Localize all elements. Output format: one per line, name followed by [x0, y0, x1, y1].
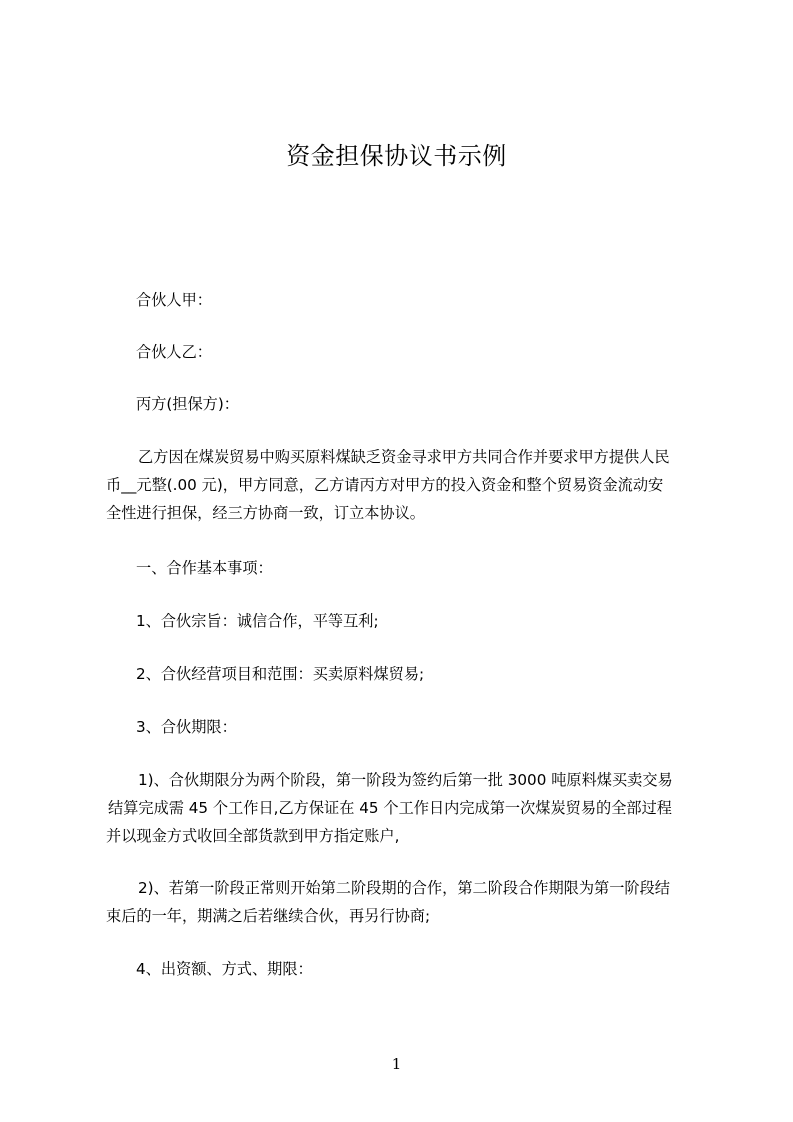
party-c-line: 丙方(担保方)：: [136, 395, 239, 413]
item-4-capital: 4、出资额、方式、期限：: [136, 960, 313, 978]
section-1-heading: 一、合作基本事项：: [136, 559, 273, 577]
sub-item-1-line-1: 1)、合伙期限分为两个阶段，第一阶段为签约后第一批 3000 吨原料煤买卖交易: [138, 771, 673, 789]
sub-item-2-paragraph: [106, 874, 706, 930]
sub-item-2-line-2: 束后的一年，期满之后若继续合伙，再另行协商;: [106, 907, 431, 925]
party-a-line: 合伙人甲：: [136, 291, 212, 309]
intro-line-2: 币__元整(.00 元)，甲方同意，乙方请丙方对甲方的投入资金和整个贸易资金流动安: [106, 476, 664, 494]
item-3-term: 3、合伙期限：: [136, 718, 237, 736]
sub-item-1-line-3: 并以现金方式收回全部货款到甲方指定账户,: [106, 827, 400, 845]
document-title: 资金担保协议书示例: [286, 142, 507, 170]
sub-item-1-paragraph: [106, 766, 706, 850]
intro-paragraph: [106, 443, 706, 527]
intro-line-1: 乙方因在煤炭贸易中购买原料煤缺乏资金寻求甲方共同合作并要求甲方提供人民: [138, 448, 670, 466]
intro-line-3: 全性进行担保，经三方协商一致，订立本协议。: [106, 504, 425, 522]
sub-item-2-line-1: 2)、若第一阶段正常则开始第二阶段期的合作，第二阶段合作期限为第一阶段结: [138, 879, 670, 897]
item-2-scope: 2、合伙经营项目和范围：买卖原料煤贸易;: [136, 665, 425, 683]
item-1-purpose: 1、合伙宗旨：诚信合作，平等互利;: [136, 612, 379, 630]
page-number: 1: [391, 1055, 402, 1073]
party-b-line: 合伙人乙：: [136, 343, 212, 361]
sub-item-1-line-2: 结算完成需 45 个工作日,乙方保证在 45 个工作日内完成第一次煤炭贸易的全部过程: [108, 799, 672, 817]
